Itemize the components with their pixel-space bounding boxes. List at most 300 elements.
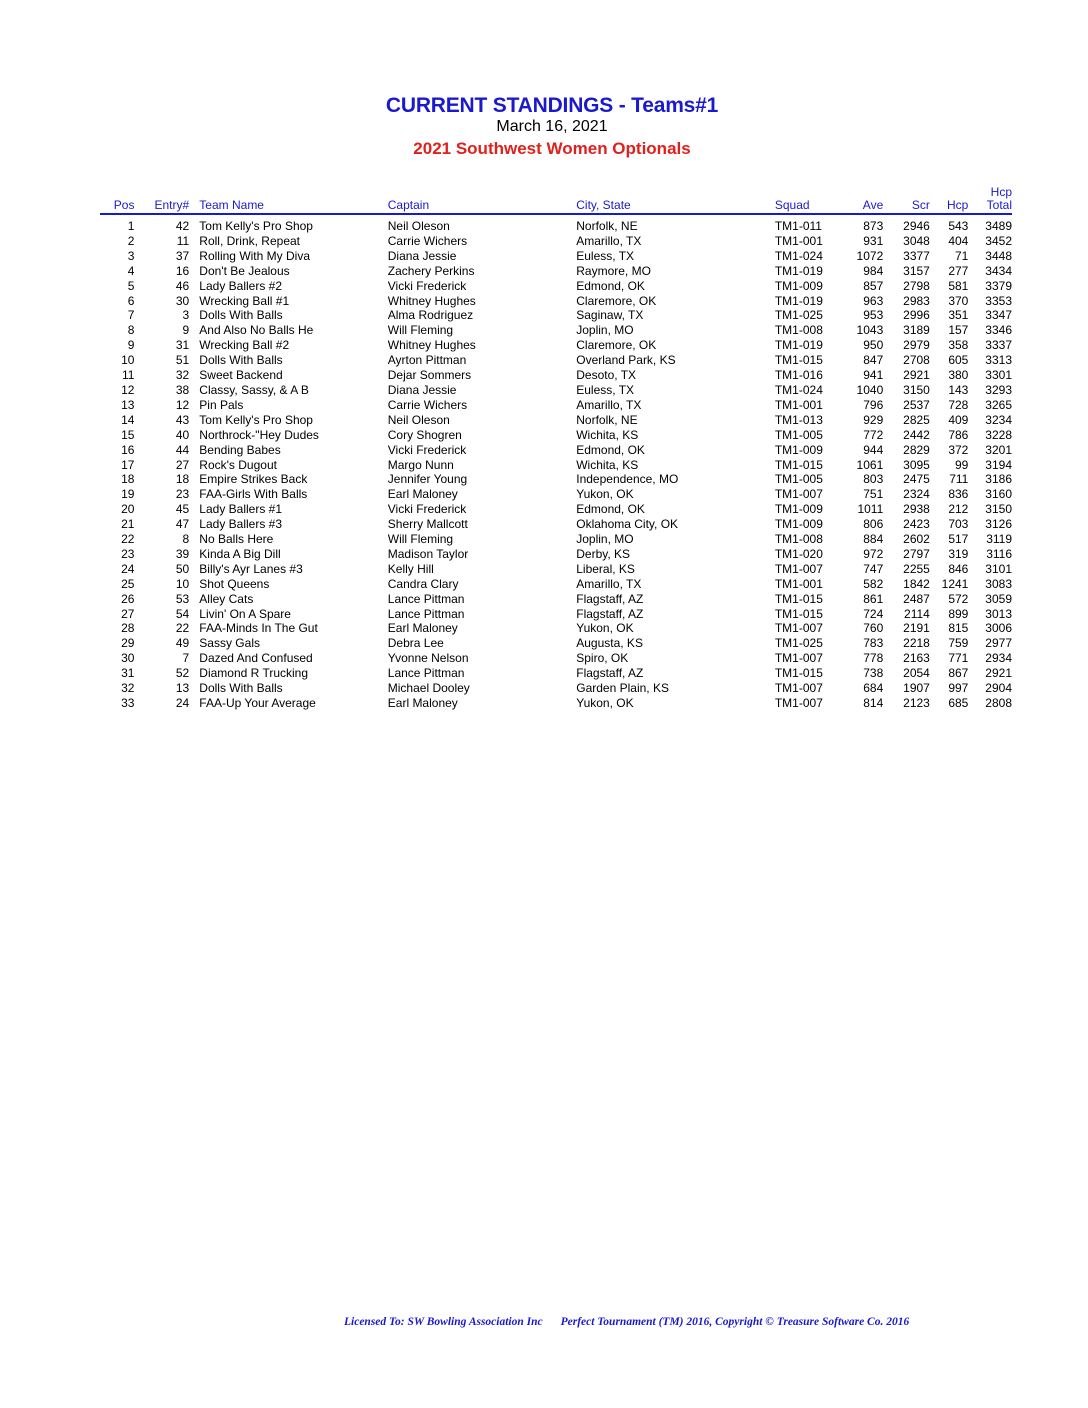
cell-team: Dazed And Confused — [199, 651, 313, 666]
cell-total: 3379 — [985, 278, 1012, 293]
cell-hcp: 605 — [948, 353, 969, 368]
cell-squad: TM1-009 — [774, 442, 823, 457]
table-row — [100, 249, 1012, 264]
cell-pos: 30 — [121, 651, 135, 666]
cell-total: 3228 — [985, 427, 1012, 442]
cell-captain: Will Fleming — [387, 323, 454, 338]
cell-ave: 944 — [863, 442, 884, 457]
cell-scr: 3157 — [903, 263, 930, 278]
cell-entry: 52 — [175, 666, 190, 681]
standings-table — [100, 186, 1012, 711]
table-row — [100, 592, 1012, 607]
cell-squad: TM1-015 — [774, 666, 823, 681]
cell-total: 2921 — [985, 666, 1012, 681]
cell-team: Bending Babes — [199, 442, 281, 457]
cell-pos: 25 — [121, 576, 135, 591]
table-row — [100, 443, 1012, 458]
cell-pos: 17 — [121, 457, 135, 472]
cell-total: 3160 — [985, 487, 1012, 502]
cell-team: Sassy Gals — [199, 636, 260, 651]
cell-hcp: 786 — [948, 427, 969, 442]
cell-total: 3452 — [985, 233, 1012, 248]
cell-squad: TM1-005 — [774, 472, 823, 487]
cell-city: Oklahoma City, OK — [576, 517, 679, 532]
cell-city: Amarillo, TX — [576, 397, 642, 412]
cell-scr: 2537 — [903, 397, 930, 412]
cell-captain: Whitney Hughes — [387, 293, 476, 308]
cell-squad: TM1-007 — [774, 561, 823, 576]
cell-hcp: 71 — [955, 248, 969, 263]
cell-squad: TM1-001 — [774, 233, 823, 248]
cell-pos: 8 — [127, 323, 135, 338]
cell-entry: 50 — [175, 561, 190, 576]
cell-city: Amarillo, TX — [576, 233, 642, 248]
cell-total: 3101 — [985, 561, 1012, 576]
cell-total: 3265 — [985, 397, 1012, 412]
cell-captain: Diana Jessie — [387, 248, 457, 263]
cell-ave: 963 — [863, 293, 884, 308]
cell-scr: 3189 — [903, 323, 930, 338]
cell-ave: 984 — [863, 263, 884, 278]
cell-total: 3347 — [985, 308, 1012, 323]
cell-team: Don't Be Jealous — [199, 263, 290, 278]
cell-captain: Vicki Frederick — [387, 442, 467, 457]
cell-city: Liberal, KS — [576, 561, 635, 576]
cell-squad: TM1-016 — [774, 368, 823, 383]
cell-hcp: 517 — [948, 532, 969, 547]
table-row — [100, 472, 1012, 487]
cell-pos: 4 — [127, 263, 135, 278]
cell-pos: 28 — [121, 621, 135, 636]
table-row — [100, 547, 1012, 562]
cell-captain: Madison Taylor — [387, 546, 469, 561]
cell-entry: 27 — [175, 457, 190, 472]
cell-hcp: 1241 — [941, 576, 969, 591]
cell-captain: Diana Jessie — [387, 382, 457, 397]
cell-squad: TM1-007 — [774, 487, 823, 502]
cell-total: 3489 — [985, 219, 1012, 233]
cell-squad: TM1-013 — [774, 412, 823, 427]
table-row — [100, 562, 1012, 577]
cell-ave: 847 — [863, 353, 884, 368]
cell-scr: 2825 — [903, 412, 930, 427]
cell-total: 3448 — [985, 248, 1012, 263]
table-row — [100, 398, 1012, 413]
cell-total: 3119 — [986, 532, 1012, 547]
cell-entry: 47 — [175, 517, 190, 532]
cell-hcp: 899 — [948, 606, 969, 621]
cell-squad: TM1-009 — [774, 278, 823, 293]
cell-pos: 23 — [121, 546, 135, 561]
cell-city: Euless, TX — [576, 382, 635, 397]
cell-hcp: 685 — [948, 696, 969, 710]
cell-ave: 747 — [863, 561, 884, 576]
cell-squad: TM1-009 — [774, 502, 823, 517]
cell-squad: TM1-015 — [774, 353, 823, 368]
cell-captain: Will Fleming — [387, 532, 454, 547]
cell-pos: 32 — [121, 681, 135, 696]
report-title: CURRENT STANDINGS - Teams#1 — [385, 94, 719, 117]
cell-hcp: 277 — [948, 263, 969, 278]
cell-captain: Dejar Sommers — [387, 368, 472, 383]
cell-scr: 2123 — [903, 696, 930, 710]
cell-entry: 16 — [175, 263, 190, 278]
cell-total: 3434 — [985, 263, 1012, 278]
cell-captain: Sherry Mallcott — [387, 517, 468, 532]
cell-hcp: 143 — [948, 382, 969, 397]
cell-ave: 972 — [863, 546, 884, 561]
cell-captain: Earl Maloney — [387, 487, 458, 502]
cell-ave: 751 — [863, 487, 884, 502]
cell-total: 3194 — [985, 457, 1012, 472]
cell-scr: 2114 — [904, 606, 930, 621]
cell-captain: Lance Pittman — [387, 666, 465, 681]
cell-team: Shot Queens — [199, 576, 270, 591]
table-row — [100, 681, 1012, 696]
cell-team: Empire Strikes Back — [199, 472, 308, 487]
cell-city: Overland Park, KS — [576, 353, 676, 368]
cell-scr: 2797 — [903, 546, 930, 561]
table-row — [100, 487, 1012, 502]
cell-ave: 738 — [863, 666, 884, 681]
cell-squad: TM1-025 — [774, 308, 823, 323]
cell-scr: 3377 — [903, 248, 930, 263]
cell-scr: 2218 — [903, 636, 930, 651]
cell-pos: 13 — [121, 397, 135, 412]
cell-captain: Alma Rodriguez — [387, 308, 474, 323]
table-row — [100, 532, 1012, 547]
table-row — [100, 428, 1012, 443]
cell-scr: 2946 — [903, 219, 930, 233]
cell-pos: 11 — [121, 368, 135, 383]
cell-captain: Earl Maloney — [387, 696, 458, 710]
table-row — [100, 264, 1012, 279]
cell-scr: 2475 — [903, 472, 930, 487]
table-row — [100, 651, 1012, 666]
cell-team: Roll, Drink, Repeat — [199, 233, 301, 248]
table-row — [100, 234, 1012, 249]
cell-scr: 3150 — [903, 382, 930, 397]
cell-entry: 24 — [175, 696, 190, 710]
cell-scr: 2602 — [903, 532, 930, 547]
cell-squad: TM1-007 — [774, 621, 823, 636]
cell-ave: 724 — [863, 606, 884, 621]
cell-entry: 30 — [175, 293, 190, 308]
cell-scr: 2054 — [903, 666, 930, 681]
cell-total: 3126 — [985, 517, 1012, 532]
cell-entry: 46 — [175, 278, 190, 293]
cell-scr: 2191 — [903, 621, 930, 636]
cell-team: Dolls With Balls — [199, 353, 283, 368]
cell-captain: Whitney Hughes — [387, 338, 476, 353]
cell-hcp: 372 — [948, 442, 969, 457]
cell-team: FAA-Minds In The Gut — [199, 621, 318, 636]
cell-ave: 760 — [863, 621, 884, 636]
cell-scr: 2938 — [903, 502, 930, 517]
cell-team: Tom Kelly's Pro Shop — [199, 219, 313, 233]
license-footer — [344, 1316, 909, 1328]
cell-team: No Balls Here — [199, 532, 274, 547]
cell-hcp: 997 — [948, 681, 969, 696]
table-row — [100, 294, 1012, 309]
cell-scr: 2255 — [903, 561, 930, 576]
table-row — [100, 219, 1012, 234]
cell-captain: Kelly Hill — [387, 561, 434, 576]
cell-entry: 9 — [182, 323, 190, 338]
cell-total: 3293 — [985, 382, 1012, 397]
cell-team: Alley Cats — [199, 591, 254, 606]
cell-team: Kinda A Big Dill — [199, 546, 281, 561]
cell-city: Edmond, OK — [576, 502, 645, 517]
header-row — [100, 199, 1012, 214]
cell-captain: Margo Nunn — [387, 457, 454, 472]
cell-pos: 19 — [121, 487, 135, 502]
cell-captain: Debra Lee — [387, 636, 444, 651]
cell-team: Lady Ballers #2 — [199, 278, 283, 293]
cell-scr: 2442 — [903, 427, 930, 442]
cell-entry: 3 — [182, 308, 190, 323]
cell-squad: TM1-001 — [774, 397, 823, 412]
cell-hcp: 404 — [948, 233, 969, 248]
cell-total: 3337 — [985, 338, 1012, 353]
cell-team: Dolls With Balls — [199, 681, 283, 696]
cell-city: Independence, MO — [576, 472, 679, 487]
cell-captain: Michael Dooley — [387, 681, 470, 696]
cell-entry: 45 — [175, 502, 190, 517]
cell-captain: Lance Pittman — [387, 606, 465, 621]
cell-pos: 24 — [121, 561, 135, 576]
cell-city: Yukon, OK — [576, 621, 634, 636]
cell-ave: 772 — [863, 427, 884, 442]
cell-team: Tom Kelly's Pro Shop — [199, 412, 313, 427]
cell-city: Yukon, OK — [576, 487, 634, 502]
cell-captain: Jennifer Young — [387, 472, 468, 487]
cell-team: Wrecking Ball #1 — [199, 293, 290, 308]
cell-ave: 783 — [863, 636, 884, 651]
cell-hcp: 703 — [948, 517, 969, 532]
table-row — [100, 279, 1012, 294]
cell-total: 3234 — [985, 412, 1012, 427]
cell-entry: 13 — [175, 681, 190, 696]
cell-team: Lady Ballers #1 — [199, 502, 283, 517]
cell-scr: 2324 — [903, 487, 930, 502]
cell-ave: 884 — [863, 532, 884, 547]
table-row — [100, 368, 1012, 383]
cell-hcp: 836 — [948, 487, 969, 502]
cell-ave: 1011 — [857, 502, 884, 517]
cell-captain: Candra Clary — [387, 576, 459, 591]
cell-city: Wichita, KS — [576, 457, 639, 472]
report-header — [0, 94, 1088, 160]
cell-captain: Ayrton Pittman — [387, 353, 467, 368]
table-row — [100, 607, 1012, 622]
cell-pos: 26 — [121, 591, 135, 606]
cell-pos: 16 — [121, 442, 135, 457]
cell-captain: Yvonne Nelson — [387, 651, 469, 666]
cell-entry: 44 — [175, 442, 190, 457]
cell-entry: 18 — [175, 472, 190, 487]
cell-total: 3150 — [985, 502, 1012, 517]
cell-ave: 803 — [863, 472, 884, 487]
cell-total: 2934 — [985, 651, 1012, 666]
cell-pos: 27 — [121, 606, 135, 621]
cell-total: 3186 — [985, 472, 1012, 487]
cell-squad: TM1-019 — [774, 338, 823, 353]
cell-scr: 2996 — [903, 308, 930, 323]
cell-hcp: 409 — [948, 412, 969, 427]
cell-pos: 1 — [127, 219, 135, 233]
cell-team: FAA-Up Your Average — [199, 696, 316, 710]
cell-ave: 796 — [863, 397, 884, 412]
cell-ave: 929 — [863, 412, 884, 427]
col-squad: Squad — [775, 199, 838, 214]
cell-captain: Carrie Wichers — [387, 233, 468, 248]
cell-squad: TM1-024 — [774, 248, 823, 263]
cell-scr: 2487 — [903, 591, 930, 606]
table-row — [100, 577, 1012, 592]
table-row — [100, 308, 1012, 323]
col-hcp-total-top: Hcp — [990, 185, 1012, 199]
cell-team: Livin' On A Spare — [199, 606, 291, 621]
cell-pos: 22 — [121, 532, 135, 547]
cell-hcp: 711 — [949, 472, 969, 487]
cell-ave: 861 — [863, 591, 884, 606]
cell-pos: 14 — [121, 412, 135, 427]
cell-city: Flagstaff, AZ — [576, 666, 644, 681]
cell-city: Saginaw, TX — [576, 308, 644, 323]
cell-captain: Vicki Frederick — [387, 278, 467, 293]
col-city-state: City, State — [576, 199, 775, 214]
cell-team: FAA-Girls With Balls — [199, 487, 308, 502]
cell-hcp: 543 — [948, 219, 969, 233]
cell-ave: 814 — [863, 696, 884, 710]
cell-total: 3346 — [985, 323, 1012, 338]
cell-total: 3313 — [985, 353, 1012, 368]
cell-scr: 2983 — [903, 293, 930, 308]
cell-city: Flagstaff, AZ — [576, 606, 644, 621]
cell-hcp: 815 — [948, 621, 969, 636]
cell-city: Claremore, OK — [576, 338, 657, 353]
cell-ave: 1072 — [856, 248, 884, 263]
cell-team: Rolling With My Diva — [199, 248, 310, 263]
cell-squad: TM1-001 — [774, 576, 823, 591]
cell-team: Northrock-"Hey Dudes — [199, 427, 319, 442]
cell-city: Joplin, MO — [576, 532, 634, 547]
col-scr: Scr — [883, 199, 930, 214]
cell-ave: 857 — [863, 278, 884, 293]
cell-entry: 40 — [175, 427, 190, 442]
table-row — [100, 696, 1012, 711]
cell-entry: 39 — [175, 546, 190, 561]
cell-total: 3083 — [985, 576, 1012, 591]
cell-pos: 33 — [121, 696, 135, 710]
cell-ave: 582 — [863, 576, 884, 591]
table-row — [100, 353, 1012, 368]
cell-entry: 38 — [175, 382, 190, 397]
cell-team: Diamond R Trucking — [199, 666, 309, 681]
cell-ave: 1040 — [856, 382, 884, 397]
col-pos: Pos — [100, 199, 134, 214]
cell-pos: 5 — [127, 278, 135, 293]
cell-hcp: 319 — [948, 546, 969, 561]
cell-entry: 51 — [175, 353, 190, 368]
cell-entry: 43 — [175, 412, 190, 427]
cell-hcp: 212 — [948, 502, 969, 517]
table-row — [100, 666, 1012, 681]
cell-pos: 10 — [121, 353, 135, 368]
cell-hcp: 157 — [948, 323, 969, 338]
cell-ave: 1043 — [856, 323, 884, 338]
cell-city: Raymore, MO — [576, 263, 651, 278]
cell-captain: Zachery Perkins — [387, 263, 475, 278]
cell-hcp: 581 — [948, 278, 969, 293]
cell-squad: TM1-015 — [774, 591, 823, 606]
cell-entry: 8 — [182, 532, 190, 547]
cell-hcp: 370 — [948, 293, 969, 308]
cell-entry: 11 — [176, 233, 190, 248]
cell-team: Classy, Sassy, & A B — [199, 382, 309, 397]
cell-squad: TM1-008 — [774, 532, 823, 547]
cell-hcp: 759 — [948, 636, 969, 651]
cell-squad: TM1-019 — [774, 293, 823, 308]
cell-total: 3006 — [985, 621, 1012, 636]
table-row — [100, 621, 1012, 636]
cell-total: 3116 — [986, 546, 1012, 561]
footer-copyright: Perfect Tournament (TM) 2016, Copyright © Treasure Software Co. 2016 — [560, 1316, 910, 1328]
col-entry: Entry# — [134, 199, 189, 214]
cell-hcp: 358 — [948, 338, 969, 353]
cell-hcp: 771 — [948, 651, 969, 666]
table-row — [100, 517, 1012, 532]
table-row — [100, 338, 1012, 353]
cell-ave: 953 — [863, 308, 884, 323]
cell-entry: 23 — [175, 487, 190, 502]
cell-scr: 2798 — [903, 278, 930, 293]
cell-entry: 32 — [175, 368, 190, 383]
footer-licensed: Licensed To: SW Bowling Association Inc — [344, 1316, 543, 1328]
cell-entry: 31 — [175, 338, 190, 353]
col-hcp: Hcp — [930, 199, 969, 214]
cell-pos: 9 — [127, 338, 135, 353]
col-captain: Captain — [388, 199, 576, 214]
cell-pos: 15 — [121, 427, 135, 442]
cell-city: Edmond, OK — [576, 278, 645, 293]
cell-hcp: 846 — [948, 561, 969, 576]
cell-team: And Also No Balls He — [199, 323, 314, 338]
cell-team: Pin Pals — [199, 397, 244, 412]
cell-city: Garden Plain, KS — [576, 681, 669, 696]
table-row — [100, 636, 1012, 651]
cell-scr: 2423 — [903, 517, 930, 532]
cell-scr: 3095 — [903, 457, 930, 472]
cell-city: Claremore, OK — [576, 293, 657, 308]
cell-city: Amarillo, TX — [576, 576, 642, 591]
cell-entry: 54 — [175, 606, 190, 621]
cell-city: Derby, KS — [576, 546, 631, 561]
cell-ave: 684 — [863, 681, 884, 696]
cell-squad: TM1-024 — [774, 382, 823, 397]
cell-team: Billy's Ayr Lanes #3 — [199, 561, 303, 576]
cell-squad: TM1-019 — [774, 263, 823, 278]
cell-scr: 2921 — [903, 368, 930, 383]
cell-total: 3353 — [985, 293, 1012, 308]
cell-squad: TM1-020 — [774, 546, 823, 561]
cell-scr: 2829 — [903, 442, 930, 457]
cell-total: 3301 — [985, 368, 1012, 383]
cell-captain: Neil Oleson — [387, 219, 450, 233]
cell-entry: 53 — [175, 591, 190, 606]
cell-pos: 6 — [127, 293, 135, 308]
